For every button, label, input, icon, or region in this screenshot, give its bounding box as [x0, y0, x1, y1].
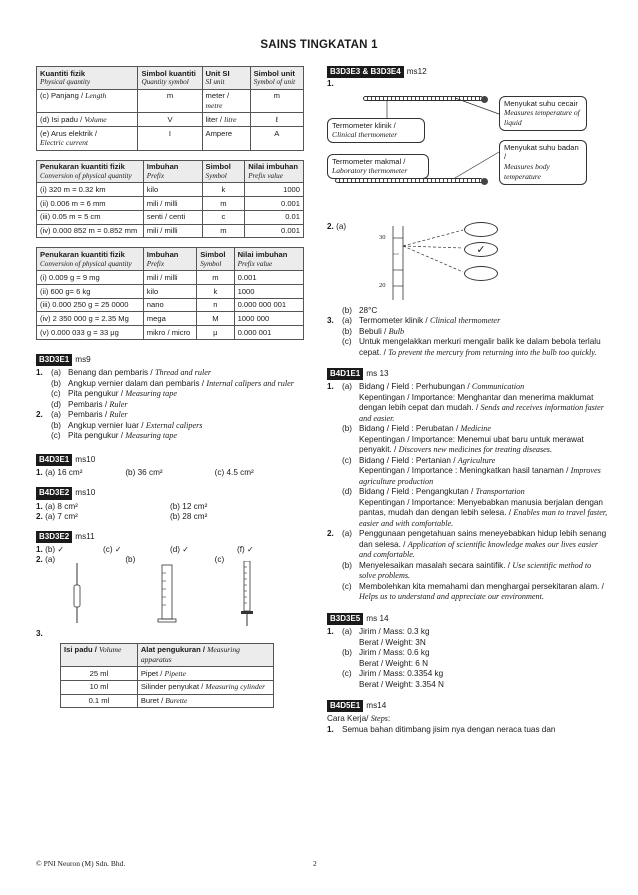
list-item: (c) Membolehkan kita memahami dan menghargai persekitaran alam. / Helps us to understand and appreciate our environment.	[342, 581, 604, 602]
list-item: (c) Jirim / Mass: 0.3354 kg Berat / Weight: 3.354 N	[342, 669, 444, 689]
answer-row-b4d3e2-q1: 1. (a) 8 cm² (b) 12 cm²	[36, 501, 208, 511]
table-header: Imbuhan Prefix	[143, 160, 202, 183]
label-measures-liquid: Menyukat suhu cecair Measures temperature of liquid	[499, 96, 587, 131]
table-row: (ii) 600 g= 6 kg kilo k 1000	[37, 285, 304, 299]
list-item: 1. (a) Jirim / Mass: 0.3 kg Berat / Weight: 3N	[327, 627, 430, 647]
question-1-label: 1.	[327, 79, 334, 89]
table-header: Unit SI SI unit	[202, 67, 250, 90]
table-row: (i) 0.009 g = 9 mg mili / milli m 0.001	[37, 271, 304, 285]
section-header-b4d3e1: B4D3E1 ms10	[36, 454, 304, 466]
thermometer-diagram	[327, 90, 609, 220]
section-header-b3d3e1: B3D3E1 ms9	[36, 354, 304, 366]
answer-list-b4d1e1	[327, 382, 609, 603]
table-header: Imbuhan Prefix	[143, 248, 196, 271]
answer-oval-top	[464, 222, 498, 237]
list-item: (c) Untuk mengelakkan merkuri mengalir balik ke dalam bebola terlalu cepat. / To prevent the mercury from returning into the bulb too quickly.	[342, 337, 601, 357]
list-item: (b) 28°C	[342, 305, 378, 315]
question-3-label: 3.	[36, 629, 43, 639]
label-clinical-thermometer: Termometer klinik / Clinical thermometer	[327, 118, 425, 143]
section-badge: B3D3E2	[36, 531, 72, 543]
answer-row-b3d3e2-q1: 1. (b) ✓ (c) ✓ (d) ✓ (f) ✓	[36, 544, 254, 554]
answer-oval-correct: ✓	[464, 242, 498, 257]
table-row: (iv) 2 350 000 g = 2.35 Mg mega M 1000 000	[37, 312, 304, 326]
section-header-b4d1e1: B4D1E1 ms 13	[327, 368, 609, 380]
label-laboratory-thermometer: Termometer makmal / Laboratory thermometer	[327, 154, 429, 179]
list-item: (b) Jirim / Mass: 0.6 kg Berat / Weight: 6 N	[342, 648, 430, 668]
table-row: (iii) 0.05 m = 5 cm senti / centi c 0.01	[37, 210, 304, 224]
table-header: Isi padu / Volume	[61, 643, 138, 666]
list-item: 3. (a) Termometer klinik / Clinical thermometer	[327, 316, 501, 326]
measuring-cylinder-drawing	[156, 563, 178, 625]
table-row: 0.1 ml Buret / Burette	[61, 694, 274, 708]
table-row: 25 ml Pipet / Pipette	[61, 667, 274, 681]
section-badge: B3D3E3 & B3D3E4	[327, 66, 404, 78]
list-item: (b) Bidang / Field : Perubatan / Medicine Kepentingan / Importance: Menemui ubat baru untuk merawat penyakit. / Discovers new medicines for treating diseases.	[342, 424, 584, 455]
section-badge: B4D1E1	[327, 368, 363, 380]
section-badge: B4D3E2	[36, 487, 72, 499]
table-header: Alat pengukuran / Measuring apparatus	[137, 643, 274, 666]
table-row: 10 ml Silinder penyukat / Measuring cylinder	[61, 680, 274, 694]
scale-label-20: 20	[379, 281, 386, 289]
right-column	[327, 66, 609, 735]
left-column	[36, 66, 304, 708]
table-prefix-length	[36, 160, 304, 239]
table-prefix-mass	[36, 247, 304, 340]
list-item: 1. (a) Benang dan pembaris / Thread and ruler	[36, 368, 212, 378]
list-item: (d) Pembaris / Ruler	[51, 399, 128, 409]
list-item: (b) Angkup vernier dalam dan pembaris / Internal calipers and ruler	[51, 378, 294, 388]
table-header: Simbol kuantiti Quantity symbol	[138, 67, 202, 90]
answer-row-b4d3e2-q2: 2. (a) 7 cm² (b) 28 cm²	[36, 512, 208, 522]
table-row: (iv) 0.000 852 m = 0.852 mm mili / milli m 0.001	[37, 224, 304, 238]
table-physical-quantity	[36, 66, 304, 151]
footer-copyright: © PNI Neuron (M) Sdn. Bhd.	[36, 859, 126, 869]
answer-oval-bottom	[464, 266, 498, 281]
scale-label-30: 30	[379, 233, 386, 241]
label-measures-body: Menyukat suhu badan / Measures body temperature	[499, 140, 587, 185]
list-item: (b) Bebuli / Bulb	[342, 326, 405, 336]
table-header: Simbol Symbol	[197, 248, 234, 271]
table-row: (c) Panjang / Length m meter / metre m	[37, 89, 304, 112]
list-item: (c) Pita pengukur / Measuring tape	[51, 431, 177, 441]
table-row: (i) 320 m = 0.32 km kilo k 1000	[37, 183, 304, 197]
table-row: (d) Isi padu / Volume V liter / litre ℓ	[37, 113, 304, 127]
table-row: (e) Arus elektrik / Electric current I Ampere A	[37, 127, 304, 150]
list-item: (c) Bidang / Field : Pertanian / Agriculture Kepentingan / Importance : Meningkatkan hasil tanaman / Improves agriculture production	[342, 455, 601, 486]
page-title: SAINS TINGKATAN 1	[260, 39, 378, 51]
table-header: Simbol unit Symbol of unit	[250, 67, 303, 90]
table-row: (v) 0.000 033 g = 33 μg mikro / micro μ 0.000 001	[37, 326, 304, 340]
list-item: 1. (a) Bidang / Field : Perhubungan / Communication Kepentingan / Importance: Menghantar dan menerima maklumat dengan lebih cepat dan mudah. / Sends and receives information faster and easier.	[327, 382, 604, 423]
table-header: Penukaran kuantiti fizik Conversion of physical quantity	[37, 160, 144, 183]
list-item: (b) Menyelesaikan masalah secara saintifik. / Use scientific method to solve problems.	[342, 560, 592, 581]
footer-page-number: 2	[313, 859, 317, 869]
answer-row-b3d3e2-q2: 2. (a) (b) (c)	[36, 555, 304, 627]
list-item: 2. (a) Penggunaan pengetahuan sains meneyebabkan hidup lebih senang dan selesa. / Application of scientific knowledge makes our lives easier and comfortable.	[327, 529, 607, 560]
list-item: (b) Angkup vernier luar / External calipers	[51, 420, 203, 430]
section-badge: B3D3E5	[327, 613, 363, 625]
section-header-b3d3e5: B3D3E5 ms 14	[327, 613, 609, 625]
section-header-b4d5e1: B4D5E1 ms14	[327, 700, 609, 712]
section-badge: B4D3E1	[36, 454, 72, 466]
table-row: (iii) 0.000 250 g = 25 0000 nano n 0.000 000 001	[37, 298, 304, 312]
section-header-b4d3e2: B4D3E2 ms10	[36, 487, 304, 499]
table-header: Penukaran kuantiti fizik Conversion of physical quantity	[37, 248, 144, 271]
answer-list-b3d3e5	[327, 627, 609, 690]
section-badge: B3D3E1	[36, 354, 72, 366]
list-item: 1. Semua bahan ditimbang jisim nya dengan neraca tuas dan	[327, 724, 556, 734]
table-header: Nilai imbuhan Prefix value	[234, 248, 303, 271]
pipette-drawing	[70, 563, 84, 625]
table-header: Nilai imbuhan Prefix value	[245, 160, 304, 183]
steps-label: Cara Kerja/ Steps:	[327, 714, 391, 724]
list-item: (c) Pita pengukur / Measuring tape	[51, 389, 177, 399]
table-row: (ii) 0.006 m = 6 mm mili / milli m 0.001	[37, 197, 304, 211]
list-item: 2. (a) Pembaris / Ruler	[36, 410, 128, 420]
answer-list-b3d3e1	[36, 368, 304, 442]
list-item: (d) Bidang / Field : Pengangkutan / Transportation Kepentingan / Importance: Menyebabkan manusia berjalan dengan pantas, mudah dan dengan lebih selesa. / Enables man to travel faster, easier and with comfortable.	[342, 487, 608, 528]
section-badge: B4D5E1	[327, 700, 363, 712]
answer-list-b3d3e3	[327, 306, 609, 359]
section-header-b3d3e2: B3D3E2 ms11	[36, 531, 304, 543]
answer-row-b4d3e1: 1. (a) 16 cm² (b) 36 cm² (c) 4.5 cm²	[36, 467, 254, 477]
table-header: Kuantiti fizik Physical quantity	[37, 67, 138, 90]
section-header-b3d3e3: B3D3E3 & B3D3E4 ms12	[327, 66, 609, 78]
table-header: Simbol Symbol	[202, 160, 245, 183]
burette-drawing	[240, 561, 254, 627]
scale-reading-diagram: 2. (a) 30 20 ✓	[327, 222, 609, 304]
table-measuring-apparatus	[60, 643, 274, 709]
